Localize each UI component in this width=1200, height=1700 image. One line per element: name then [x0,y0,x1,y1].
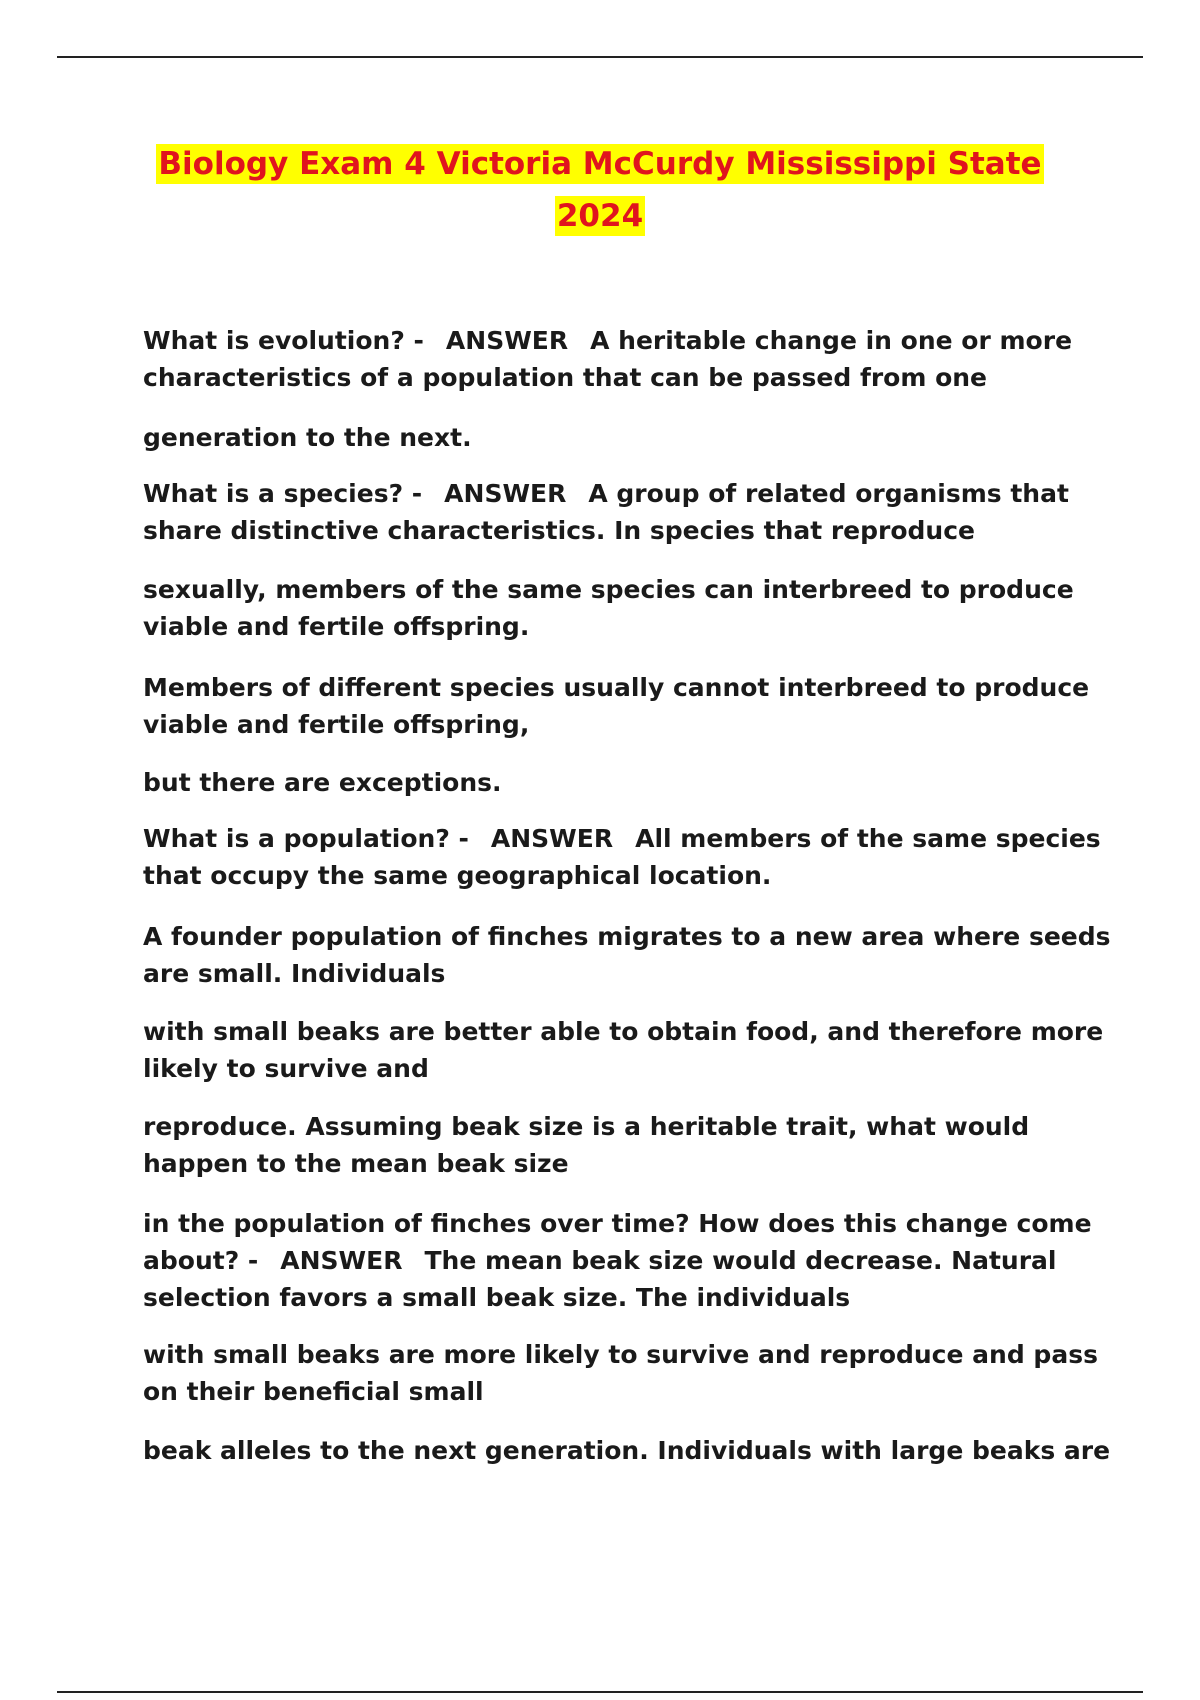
answer-text: The mean beak size would decrease. Natural [424,1246,1057,1275]
text-line: sexually, members of the same species can interbreed to produce [143,575,1074,604]
paragraph-evolution [143,322,1103,396]
text-line: share distinctive characteristics. In species that reproduce [143,516,975,545]
text-line [143,1242,1103,1279]
text-line: characteristics of a population that can be passed from one [143,363,988,392]
paragraph [143,1432,1111,1469]
paragraph-beak-answer [143,1205,1103,1316]
text-line [143,322,1103,359]
answer-label: ANSWER [444,479,567,508]
question-text: about? - [143,1246,259,1275]
paragraph [143,764,1103,801]
question-text: What is evolution? - [143,326,424,355]
paragraph-population [143,820,1103,894]
text-line: likely to survive and [143,1054,429,1083]
question-text: What is a population? - [143,824,469,853]
text-line: with small beaks are better able to obtain food, and therefore more [143,1017,1104,1046]
paragraph [143,918,1111,992]
text-line [143,820,1103,857]
paragraph [143,1336,1103,1410]
paragraph [143,669,1103,743]
text-line: Members of different species usually cannot interbreed to produce [143,673,1090,702]
answer-label: ANSWER [280,1246,403,1275]
paragraph [143,1108,1103,1182]
answer-label: ANSWER [490,824,614,853]
text-line: happen to the mean beak size [143,1149,569,1178]
text-line: beak alleles to the next generation. Individuals with large beaks are [143,1436,1111,1465]
answer-text: A group of related organisms that [588,479,1069,508]
text-line: viable and fertile offspring, [143,710,530,739]
text-line: in the population of finches over time? How does this change come [143,1209,1092,1238]
title-line-1: Biology Exam 4 Victoria McCurdy Mississippi State [158,146,1042,182]
bottom-rule [57,1691,1143,1693]
text-line: A founder population of finches migrates to a new area where seeds [143,922,1111,951]
text-line: viable and fertile offspring. [143,612,530,641]
paragraph [143,571,1103,645]
answer-label: ANSWER [445,326,569,355]
text-line: that occupy the same geographical location. [143,861,772,890]
text-line: but there are exceptions. [143,768,502,797]
text-line [143,475,1103,512]
text-line: reproduce. Assuming beak size is a heritable trait, what would [143,1112,1030,1141]
answer-text: A heritable change in one or more [590,326,1073,355]
text-line: are small. Individuals [143,959,446,988]
text-line: on their beneficial small [143,1377,484,1406]
title-line-2: 2024 [556,198,644,234]
question-text: What is a species? - [143,479,423,508]
paragraph [143,1013,1103,1087]
text-line: with small beaks are more likely to survive and reproduce and pass [143,1340,1098,1369]
text-line: selection favors a small beak size. The individuals [143,1283,851,1312]
answer-text: All members of the same species [635,824,1101,853]
text-line: generation to the next. [143,423,472,452]
paragraph-species [143,475,1103,549]
paragraph [143,419,1103,456]
